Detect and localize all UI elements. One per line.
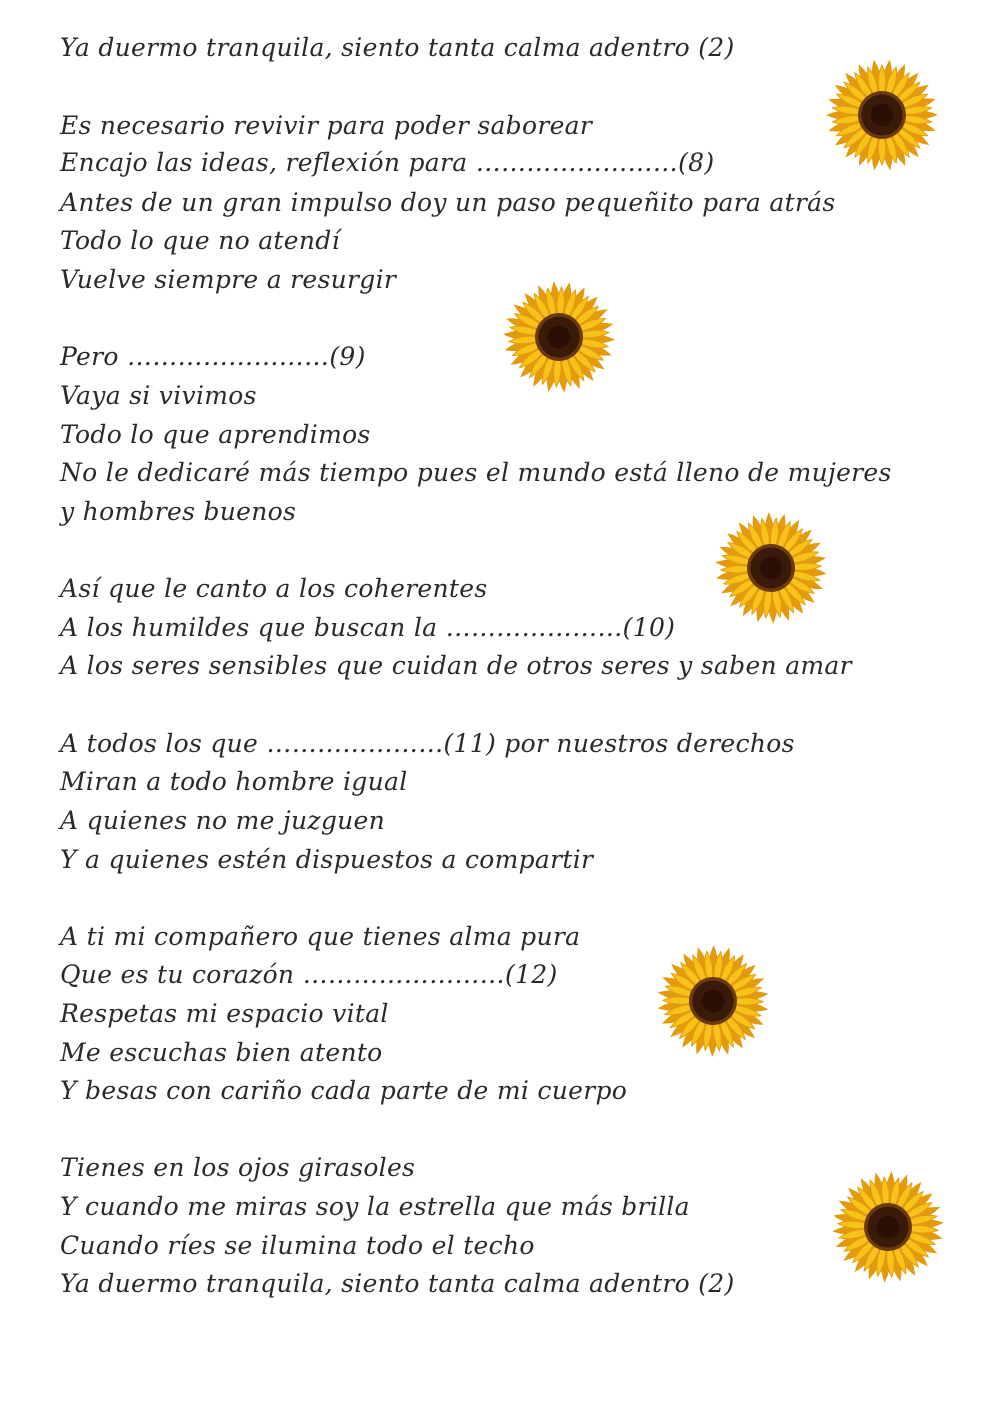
lyric-line: Todo lo que no atendí	[60, 226, 340, 255]
sunflower-icon	[502, 280, 616, 394]
sunflower-icon	[656, 944, 770, 1058]
lyric-line: A todos los que …………………(11) por nuestros derechos	[60, 729, 795, 758]
lyric-line: Tienes en los ojos girasoles	[60, 1153, 416, 1182]
lyric-line: Vaya si vivimos	[60, 381, 257, 410]
lyric-line: Cuando ríes se ilumina todo el techo	[60, 1231, 535, 1260]
lyric-line: Y a quienes estén dispuestos a compartir	[60, 845, 594, 874]
lyric-line: Ya duermo tranquila, siento tanta calma adentro (2)	[60, 33, 735, 62]
lyric-line: Todo lo que aprendimos	[60, 420, 371, 449]
lyric-line: A quienes no me juzguen	[60, 806, 386, 835]
lyric-line: Y cuando me miras soy la estrella que más brilla	[60, 1192, 690, 1221]
lyric-line: A los humildes que buscan la …………………(10)	[60, 613, 676, 642]
lyric-line: y hombres buenos	[60, 497, 297, 526]
lyric-line: Que es tu corazón ……………………(12)	[60, 960, 558, 989]
lyric-line: Ya duermo tranquila, siento tanta calma adentro (2)	[60, 1269, 735, 1298]
lyric-line: Encajo las ideas, reflexión para ……………………(8)	[60, 148, 715, 177]
lyric-line: Vuelve siempre a resurgir	[60, 265, 397, 294]
lyric-line: A ti mi compañero que tienes alma pura	[60, 922, 581, 951]
lyric-line: Pero ……………………(9)	[60, 342, 366, 371]
lyric-line: Así que le canto a los coherentes	[60, 574, 488, 603]
lyric-line: Antes de un gran impulso doy un paso pequeñito para atrás	[60, 188, 836, 217]
sunflower-icon	[825, 58, 939, 172]
lyric-line: Respetas mi espacio vital	[60, 999, 389, 1028]
lyric-line: Es necesario revivir para poder saborear	[60, 111, 593, 140]
lyric-line: Miran a todo hombre igual	[60, 767, 408, 796]
lyric-line: Y besas con cariño cada parte de mi cuerpo	[60, 1076, 628, 1105]
sunflower-icon	[831, 1170, 945, 1284]
sunflower-icon	[714, 511, 828, 625]
lyric-line: No le dedicaré más tiempo pues el mundo está lleno de mujeres	[60, 458, 892, 487]
lyric-line: A los seres sensibles que cuidan de otros seres y saben amar	[60, 651, 852, 680]
lyric-line: Me escuchas bien atento	[60, 1038, 383, 1067]
